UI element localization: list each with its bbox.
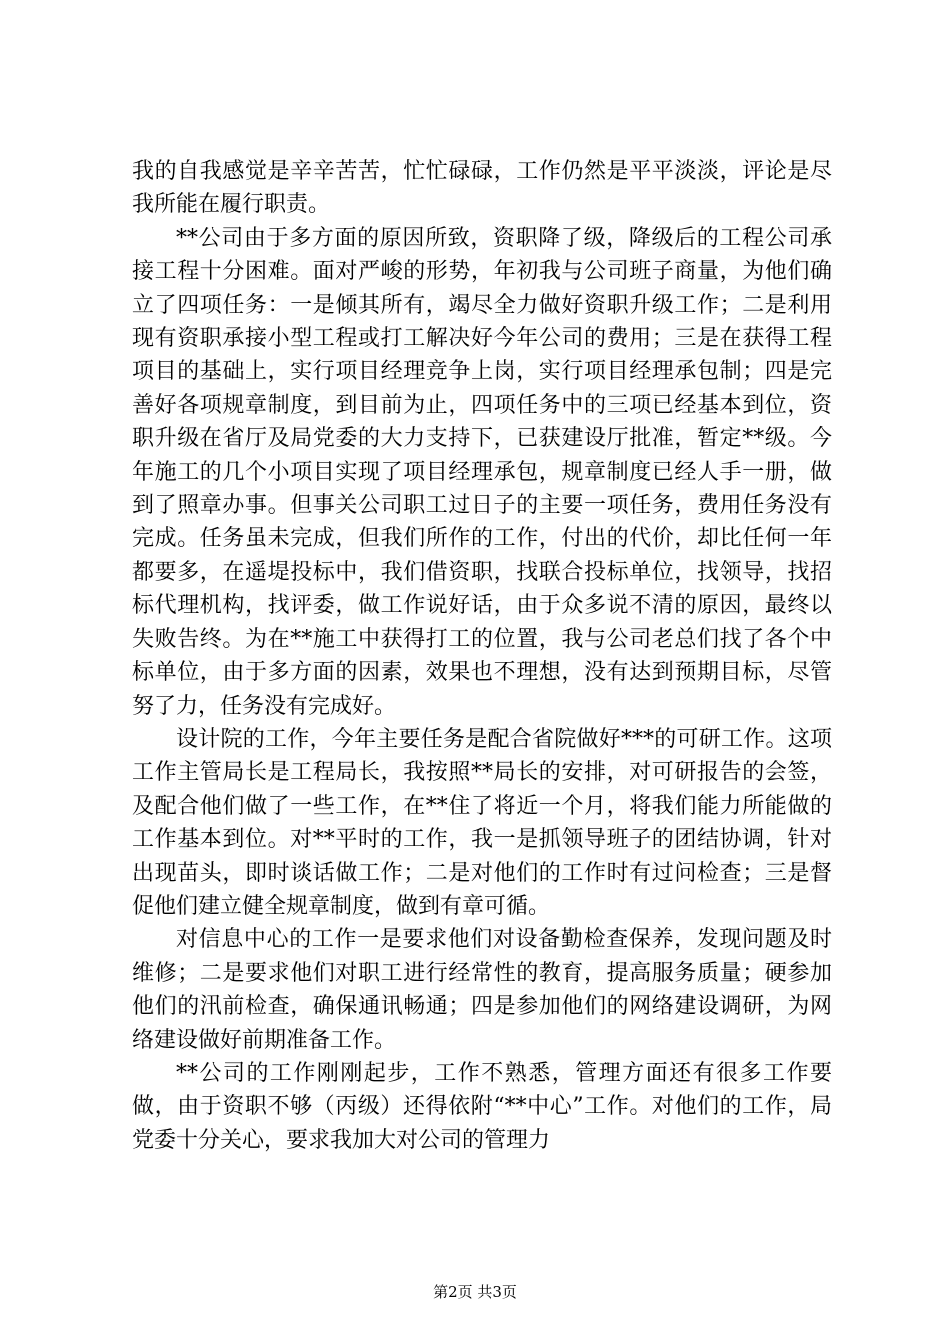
document-body [132, 155, 832, 1157]
page-footer: 第2页 共3页 [433, 1283, 517, 1301]
paragraph-1: 我的自我感觉是辛辛苦苦，忙忙碌碌，工作仍然是平平淡淡，评论是尽我所能在履行职责。 [132, 159, 832, 218]
paragraph-2: **公司由于多方面的原因所致，资职降了级，降级后的工程公司承接工程十分困难。面对严峻的形势，年初我与公司班子商量，为他们确立了四项任务：一是倾其所有，竭尽全力做好资职升级工作；二是利用现有资职承接小型工程或打工解决好今年公司的费用；三是在获得工程项目的基础上，实行项目经理竞争上岗，实行项目经理承包制；四是完善好各项规章制度，到目前为止，四项任务中的三项已经基本到位，资职升级在省厅及局党委的大力支持下，已获建设厅批准，暂定**级。今年施工的几个小项目实现了项目经理承包，规章制度已经人手一册，做到了照章办事。但事关公司职工过日子的主要一项任务，费用任务没有完成。任务虽未完成，但我们所作的工作，付出的代价，却比任何一年都要多，在遥堤投标中，我们借资职，找联合投标单位，找领导，找招标代理机构，找评委，做工作说好话，由于众多说不清的原因，最终以失败告终。为在**施工中获得打工的位置，我与公司老总们找了各个中标单位，由于多方面的因素，效果也不理想，没有达到预期目标，尽管努了力，任务没有完成好。 [132, 225, 832, 719]
paragraph-5: **公司的工作刚刚起步，工作不熟悉，管理方面还有很多工作要做，由于资职不够（丙级）还得依附“**中心”工作。对他们的工作，局党委十分关心，要求我加大对公司的管理力 [132, 1060, 832, 1153]
paragraph-4: 对信息中心的工作一是要求他们对设备勤检查保养，发现问题及时维修；二是要求他们对职工进行经常性的教育，提高服务质量；硬参加他们的汛前检查，确保通讯畅通；四是参加他们的网络建设调研，为网络建设做好前期准备工作。 [132, 927, 832, 1053]
paragraph-3: 设计院的工作，今年主要任务是配合省院做好***的可研工作。这项工作主管局长是工程局长，我按照**局长的安排，对可研报告的会签，及配合他们做了一些工作，在**住了将近一个月，将我们能力所能做的工作基本到位。对**平时的工作，我一是抓领导班子的团结协调，针对出现苗头，即时谈话做工作；二是对他们的工作时有过问检查；三是督促他们建立健全规章制度，做到有章可循。 [132, 726, 832, 919]
